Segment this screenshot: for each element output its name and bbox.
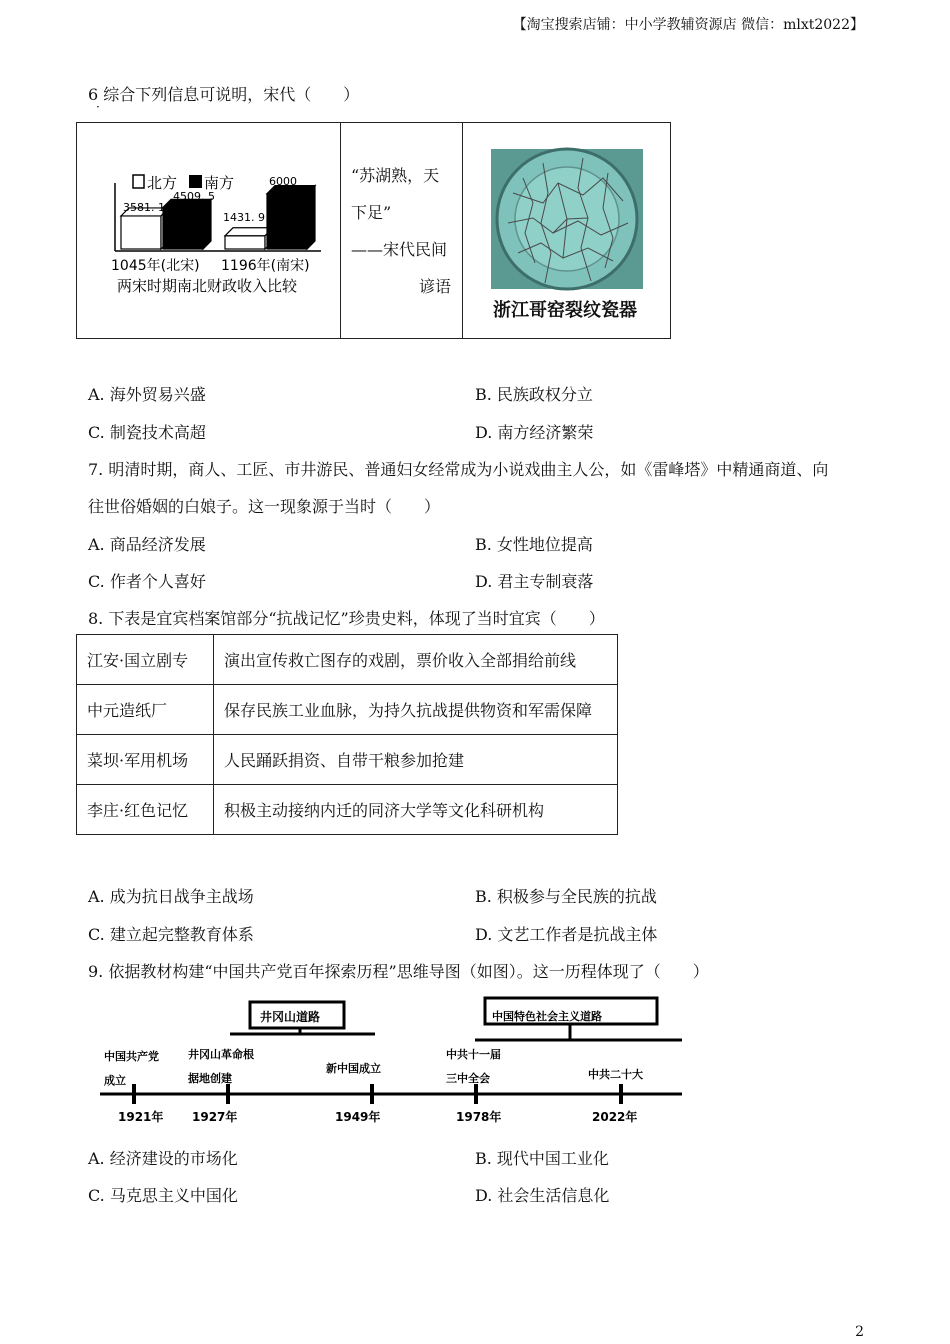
bar-north-1: [225, 236, 265, 249]
table-row: [77, 635, 618, 685]
q6-option-a[interactable]: A. 海外贸易兴盛: [88, 385, 206, 404]
q6-stem: 6 综合下列信息可说明，宋代（ ）: [88, 85, 360, 104]
q7-option-c[interactable]: C. 作者个人喜好: [88, 572, 206, 591]
q6-proverb: [341, 123, 462, 305]
q6-image-cell: [463, 123, 671, 339]
proverb-line-3: ——宋代民间: [351, 240, 448, 259]
q6-option-d[interactable]: D. 南方经济繁荣: [475, 423, 594, 442]
legend-north: 北方: [147, 174, 178, 192]
q7-option-a[interactable]: A. 商品经济发展: [88, 535, 206, 554]
event-1921-line1: 中国共产党: [104, 1050, 159, 1063]
q6-dot: ·: [96, 100, 100, 114]
q8-option-b[interactable]: B. 积极参与全民族的抗战: [475, 887, 657, 906]
q8-table: [76, 634, 618, 835]
q8-row4-place: 李庄·红色记忆: [77, 785, 214, 835]
q8-row3-place: 菜坝·军用机场: [77, 735, 214, 785]
q8-option-c[interactable]: C. 建立起完整教育体系: [88, 925, 254, 944]
q8-option-d[interactable]: D. 文艺工作者是抗战主体: [475, 925, 658, 944]
table-row: [77, 735, 618, 785]
event-1978-line2: 三中全会: [446, 1072, 490, 1085]
chart-caption: 两宋时期南北财政收入比较: [117, 277, 298, 295]
bar-label-north-1045: 3581. 1: [123, 201, 165, 214]
event-1927-line2: 据地创建: [188, 1072, 232, 1085]
table-row: [77, 685, 618, 735]
q6-proverb-cell: [341, 123, 463, 339]
event-1927-line1: 井冈山革命根: [188, 1048, 254, 1061]
category-1196: 1196年(南宋): [221, 258, 310, 274]
q7-option-d[interactable]: D. 君主专制衰落: [475, 572, 594, 591]
q8-stem: 8. 下表是宜宾档案馆部分“抗战记忆”珍贵史料，体现了当时宜宾（ ）: [88, 609, 605, 628]
header-note: 【淘宝搜索店铺：中小学教辅资源店 微信：mlxt2022】: [512, 17, 864, 33]
bar-south-1: [267, 194, 307, 249]
q8-option-a[interactable]: A. 成为抗日战争主战场: [88, 887, 254, 906]
timeline-box2-label: 中国特色社会主义道路: [492, 1010, 602, 1023]
q6-bar-chart: [77, 123, 340, 334]
legend-north-swatch: [133, 175, 144, 188]
porcelain-image: [463, 123, 670, 334]
proverb-line-1: “苏湖熟，天: [351, 166, 440, 185]
q8-row3-desc: 人民踊跃捐资、自带干粮参加抢建: [214, 735, 618, 785]
q9-timeline: [90, 990, 690, 1130]
q6-table: [76, 122, 671, 339]
q7-option-b[interactable]: B. 女性地位提高: [475, 535, 593, 554]
proverb-line-4: 谚语: [419, 277, 452, 296]
bar-label-south-1196: 6000: [269, 175, 297, 188]
bar-label-north-1196: 1431. 9: [223, 211, 265, 224]
event-1978-year: 1978年: [456, 1110, 502, 1124]
q8-row1-desc: 演出宣传救亡图存的戏剧，票价收入全部捐给前线: [214, 635, 618, 685]
event-1978-line1: 中共十一届: [446, 1048, 501, 1061]
q9-option-c[interactable]: C. 马克思主义中国化: [88, 1186, 238, 1205]
bar-side-south-1: [307, 186, 315, 249]
event-2022-year: 2022年: [592, 1110, 638, 1124]
q6-option-c[interactable]: C. 制瓷技术高超: [88, 423, 206, 442]
timeline-box1-label: 井冈山道路: [260, 1010, 321, 1024]
table-row: [77, 785, 618, 835]
q7-stem-line-1: 7. 明清时期，商人、工匠、市井游民、普通妇女经常成为小说戏曲主人公，如《雷峰塔》中精通商道、向: [88, 460, 829, 479]
bar-south-0: [163, 207, 203, 249]
proverb-line-2: 下足”: [351, 203, 392, 222]
q8-row4-desc: 积极主动接纳内迁的同济大学等文化科研机构: [214, 785, 618, 835]
q7-stem-line-2: 往世俗婚姻的白娘子。这一现象源于当时（ ）: [88, 497, 441, 516]
q9-option-d[interactable]: D. 社会生活信息化: [475, 1186, 610, 1205]
legend-south-swatch: [189, 175, 202, 188]
bar-label-south-1045: 4509. 5: [173, 190, 215, 203]
q6-chart-cell: [77, 123, 341, 339]
q8-row2-place: 中元造纸厂: [77, 685, 214, 735]
q8-row2-desc: 保存民族工业血脉，为持久抗战提供物资和军需保障: [214, 685, 618, 735]
q9-stem: 9. 依据教材构建“中国共产党百年探索历程”思维导图（如图）。这一历程体现了（ ）: [88, 962, 709, 981]
bar-side-south-0: [203, 199, 211, 249]
event-1921-line2: 成立: [104, 1074, 126, 1087]
porcelain-caption: 浙江哥窑裂纹瓷器: [493, 300, 637, 321]
q8-row1-place: 江安·国立剧专: [77, 635, 214, 685]
q6-option-b[interactable]: B. 民族政权分立: [475, 385, 593, 404]
event-1921-year: 1921年: [118, 1110, 164, 1124]
event-1949-year: 1949年: [335, 1110, 381, 1124]
event-1927-year: 1927年: [192, 1110, 238, 1124]
category-1045: 1045年(北宋): [111, 258, 200, 274]
page-number: 2: [855, 1324, 864, 1340]
q9-option-b[interactable]: B. 现代中国工业化: [475, 1149, 609, 1168]
event-2022-line1: 中共二十大: [588, 1068, 643, 1081]
legend-south: 南方: [204, 174, 235, 192]
bar-north-0: [121, 216, 161, 249]
q9-option-a[interactable]: A. 经济建设的市场化: [88, 1149, 238, 1168]
event-1949-line1: 新中国成立: [326, 1062, 381, 1075]
